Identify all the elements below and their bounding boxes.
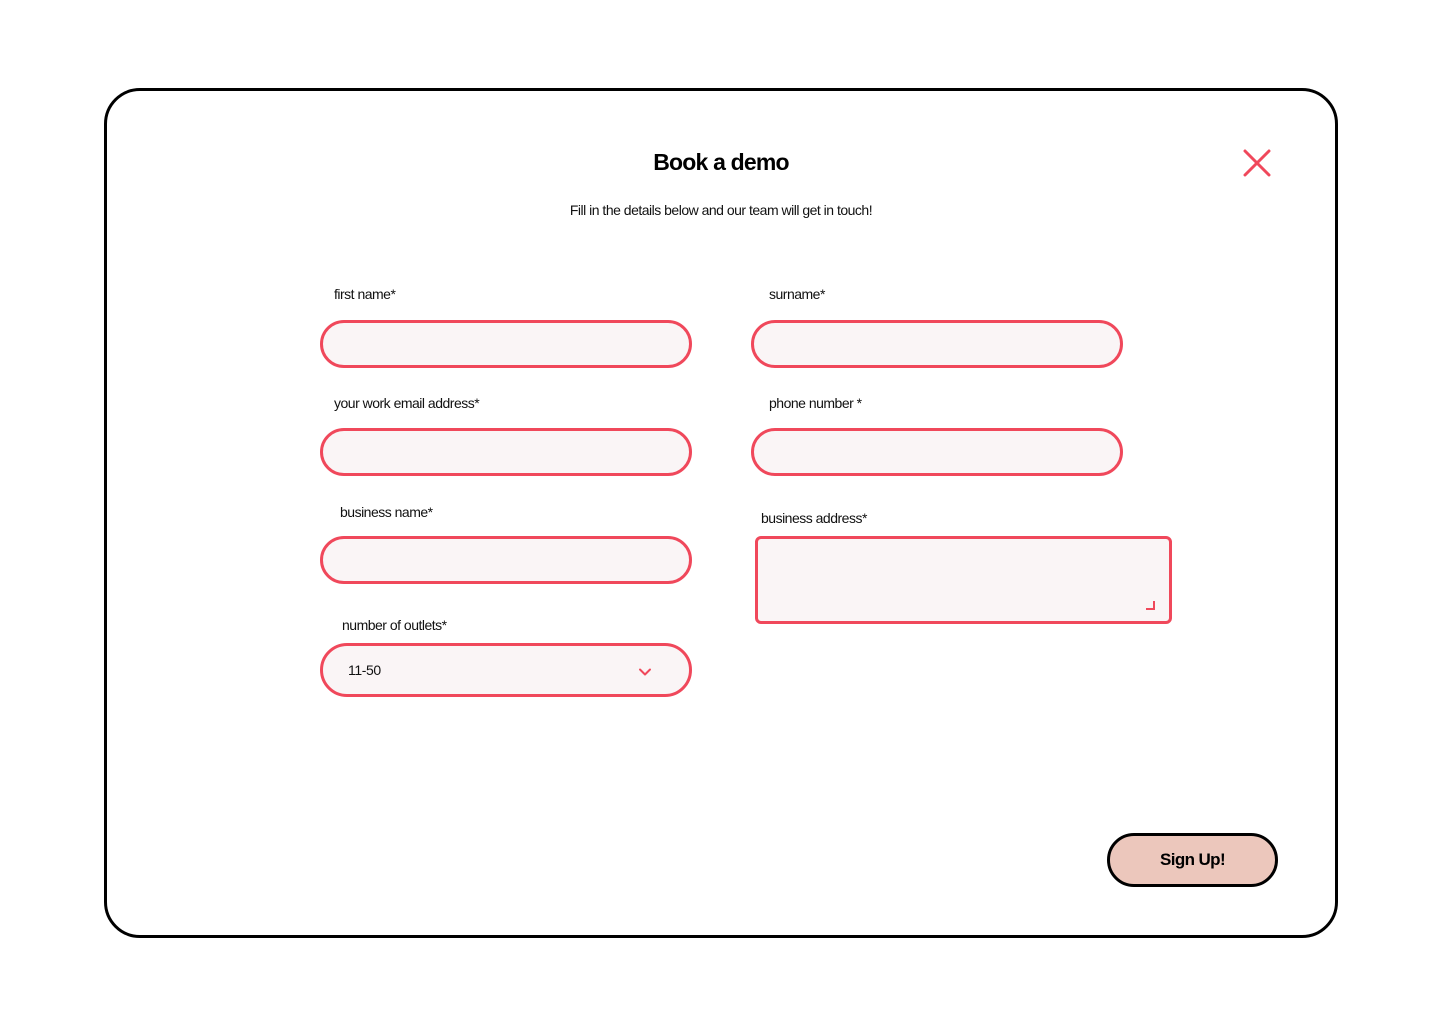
email-input[interactable] bbox=[320, 428, 692, 476]
first-name-input[interactable] bbox=[320, 320, 692, 368]
modal-title: Book a demo bbox=[653, 149, 789, 175]
phone-input[interactable] bbox=[751, 428, 1123, 476]
resize-handle-icon[interactable] bbox=[1144, 599, 1156, 611]
phone-label: phone number * bbox=[769, 395, 862, 411]
email-label: your work email address* bbox=[334, 395, 480, 411]
outlets-selected-value: 11-50 bbox=[348, 662, 381, 678]
business-name-label: business name* bbox=[340, 504, 433, 520]
modal-subtitle: Fill in the details below and our team will get in touch! bbox=[569, 202, 873, 218]
chevron-down-icon bbox=[637, 664, 653, 680]
business-address-label: business address* bbox=[761, 510, 867, 526]
outlets-label: number of outlets* bbox=[342, 617, 447, 633]
business-address-textarea[interactable] bbox=[755, 536, 1172, 624]
sign-up-button[interactable]: Sign Up! bbox=[1107, 833, 1278, 887]
close-button[interactable] bbox=[1242, 148, 1272, 178]
outlets-select[interactable] bbox=[320, 643, 692, 697]
first-name-label: first name* bbox=[334, 286, 396, 302]
surname-label: surname* bbox=[769, 286, 825, 302]
surname-input[interactable] bbox=[751, 320, 1123, 368]
business-name-input[interactable] bbox=[320, 536, 692, 584]
close-icon bbox=[1242, 148, 1272, 178]
book-demo-modal bbox=[104, 88, 1338, 938]
